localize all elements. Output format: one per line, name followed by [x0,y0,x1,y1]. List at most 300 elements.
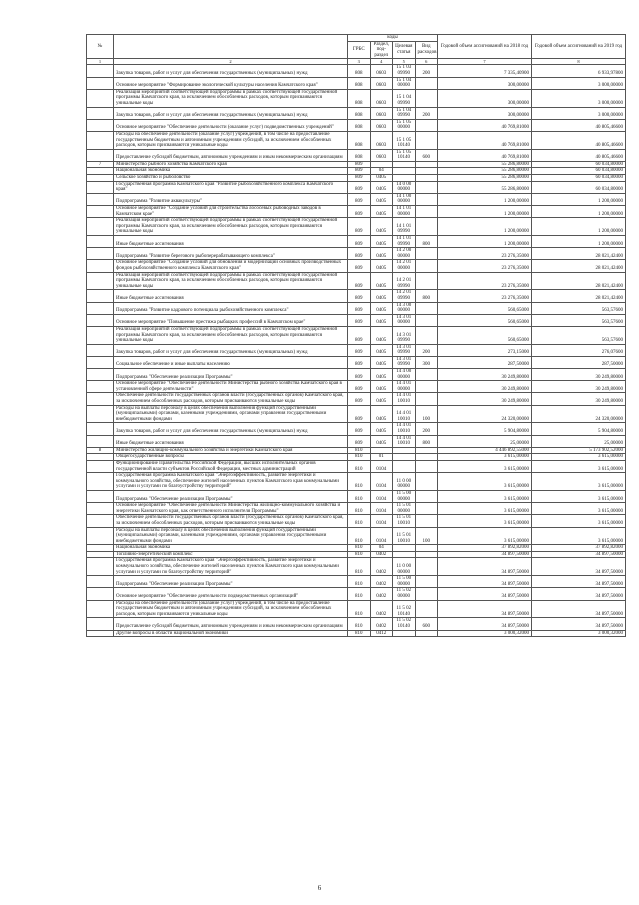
row-value-2019: 40 805,46600 [532,131,626,149]
row-number [87,423,114,435]
header-row-top [87,35,626,42]
row-vid [415,193,438,205]
row-name: Закупка товаров, работ и услуг для обеспечения государственных (муниципальных) нужд [114,107,348,119]
row-vid [415,89,438,107]
row-value-2018: 300,00000 [438,89,532,107]
row-name: Подпрограмма "Обеспечение реализации Программы" [114,490,348,502]
row-celevaya [393,168,416,175]
row-name: Основное мероприятие "Обеспечение деятельности (оказание услуг) подведомственных учреждений" [114,119,348,131]
row-celevaya: 14 1 01 00000 [393,206,416,218]
row-value-2018: 37 892,82000 [438,545,532,552]
row-vid [415,447,438,454]
row-name: Реализация мероприятий соответствующей подпрограммы в рамках соответствующей государственной программы Камчатского края, за исключением обособленных расходов, которым присваиваются уникальные коды [114,218,348,236]
row-celevaya: 15 1 04 00000 [393,77,416,89]
row-value-2018: 23 276,35000 [438,260,532,272]
row-value-2018: 30 249,80000 [438,369,532,381]
row-value-2019: 34 897,50000 [532,551,626,558]
row-number [87,168,114,175]
row-name: Основное мероприятие "Создание условий для обновления и модернизации основных производственных фондов рыбохозяйственного комплекса Камчатского края" [114,260,348,272]
row-number [87,344,114,356]
row-vid [415,600,438,618]
row-grbs: 809 [348,423,371,435]
row-grbs: 810 [348,618,371,630]
row-vid [415,181,438,193]
row-value-2019: 1 200,00000 [532,218,626,236]
row-number [87,435,114,447]
row-value-2019: 34 897,50000 [532,588,626,600]
row-number: 7 [87,161,114,168]
row-value-2019: 5 173 902,52000 [532,447,626,454]
row-celevaya: 11 5 02 00000 [393,588,416,600]
row-value-2019: 30 249,80000 [532,393,626,405]
row-number [87,551,114,558]
row-name: Иные бюджетные ассигнования [114,290,348,302]
row-value-2019: 3 615,00000 [532,503,626,515]
table-row [87,423,626,435]
row-number [87,77,114,89]
row-number [87,314,114,326]
row-name: Расходы на обеспечение деятельности (оказание услуг) учреждений, в том числе на предоставление государственным бюджетным и автономным учреждениям субсидий, за исключением обособленных расходов, которым присваиваются уникальные коды [114,600,348,618]
row-grbs: 810 [348,576,371,588]
row-celevaya: 14 1 01 09990 [393,236,416,248]
row-value-2019: 3 615,00000 [532,490,626,502]
row-razdel: 0603 [370,89,393,107]
row-number [87,393,114,405]
row-name: Расходы на выплаты персоналу в целях обеспечения выполнения функций государственными (муниципальными) органами, казенными учреждениями, органами управления государственными внебюджетными фондами [114,405,348,423]
row-name: Государственная программа Камчатского края "Энергоэффективность, развитие энергетики и коммунального хозяйства, обеспечение жителей населенных пунктов Камчатского края коммунальными услугами и услугами по благоустройству территорий" [114,558,348,576]
row-vid [415,503,438,515]
header-razdel: Раздел, под-раздел [370,41,393,59]
row-value-2019: 276,07600 [532,344,626,356]
row-value-2018: 34 897,50000 [438,588,532,600]
table-row [87,435,626,447]
row-vid [415,545,438,552]
row-grbs: 809 [348,193,371,205]
row-name: Национальная экономика [114,545,348,552]
row-razdel: 0104 [370,515,393,527]
row-name: Подпрограмма "Обеспечение реализации Программы" [114,369,348,381]
row-razdel [370,447,393,454]
table-row [87,405,626,423]
row-razdel: 0405 [370,175,393,182]
row-number [87,454,114,461]
row-name: Основное мероприятие "Обеспечение деятельности Министерства жилищно-коммунального хозяйства и энергетики Камчатского края, как ответственного исполнителя Программы" [114,503,348,515]
row-razdel: 0405 [370,381,393,393]
row-vid [415,168,438,175]
row-grbs: 809 [348,168,371,175]
table-row [87,290,626,302]
row-razdel: 0603 [370,149,393,161]
row-number [87,302,114,314]
row-celevaya: 14 3 01 09990 [393,344,416,356]
row-vid [415,119,438,131]
row-grbs: 808 [348,119,371,131]
row-number [87,369,114,381]
row-vid: 600 [415,149,438,161]
table-row [87,161,626,168]
row-grbs: 809 [348,405,371,423]
table-row [87,600,626,618]
row-value-2018: 3 615,00000 [438,527,532,545]
row-number [87,89,114,107]
row-razdel: 0104 [370,490,393,502]
row-grbs: 809 [348,272,371,290]
row-value-2019: 5 904,80000 [532,423,626,435]
row-value-2019: 3 000,32000 [532,630,626,637]
table-row [87,314,626,326]
row-value-2018: 23 276,35000 [438,272,532,290]
row-number [87,131,114,149]
row-value-2018: 3 615,00000 [438,473,532,491]
row-celevaya: 14 4 00 00000 [393,369,416,381]
table-row [87,369,626,381]
row-celevaya [393,545,416,552]
row-number [87,119,114,131]
row-celevaya: 14 2 01 09990 [393,272,416,290]
row-value-2019: 3 615,00000 [532,527,626,545]
row-razdel: 0603 [370,107,393,119]
row-value-2019: 34 897,50000 [532,576,626,588]
row-name: Предоставление субсидий бюджетным, автономным учреждениям и иным некоммерческим организациям [114,618,348,630]
row-celevaya: 15 1 05 00000 [393,119,416,131]
table-row [87,344,626,356]
header-celevaya: Целевая статья [393,41,416,59]
header-no: № [87,35,114,59]
row-razdel: 01 [370,454,393,461]
row-value-2018: 55 286,80000 [438,168,532,175]
row-celevaya: 14 4 01 10010 [393,423,416,435]
row-value-2018: 24 320,00000 [438,405,532,423]
table-row [87,454,626,461]
row-number [87,218,114,236]
row-grbs: 810 [348,515,371,527]
row-number [87,527,114,545]
row-vid [415,369,438,381]
row-value-2019: 1 200,00000 [532,193,626,205]
row-vid [415,248,438,260]
row-value-2019: 3 000,00000 [532,77,626,89]
row-value-2018: 3 615,00000 [438,515,532,527]
row-vid: 800 [415,236,438,248]
row-name: Закупка товаров, работ и услуг для обеспечения государственных (муниципальных) нужд [114,344,348,356]
row-vid [415,272,438,290]
row-name: Основное мероприятие "Формирование экологической культуры населения Камчатского края" [114,77,348,89]
row-number [87,107,114,119]
row-grbs: 809 [348,206,371,218]
table-row [87,77,626,89]
row-value-2018: 1 200,00000 [438,236,532,248]
row-vid [415,393,438,405]
row-value-2018: 40 769,81000 [438,149,532,161]
row-celevaya [393,460,416,472]
row-grbs: 810 [348,503,371,515]
row-grbs: 809 [348,161,371,168]
table-row [87,248,626,260]
row-name: Сельское хозяйство и рыболовство [114,175,348,182]
row-value-2018: 273,15000 [438,344,532,356]
row-grbs: 809 [348,356,371,368]
row-celevaya: 14 4 01 10010 [393,435,416,447]
row-razdel: 0603 [370,77,393,89]
row-number [87,193,114,205]
row-vid [415,515,438,527]
row-razdel: 0405 [370,193,393,205]
table-row [87,503,626,515]
row-razdel: 0405 [370,248,393,260]
row-celevaya: 14 2 01 00000 [393,260,416,272]
row-name: Предоставление субсидий бюджетным, автономным учреждениям и иным некоммерческим организациям [114,149,348,161]
row-grbs: 810 [348,558,371,576]
row-grbs: 809 [348,381,371,393]
row-grbs: 809 [348,314,371,326]
row-celevaya: 14 2 00 00000 [393,248,416,260]
row-razdel: 04 [370,545,393,552]
row-celevaya: 14 0 00 00000 [393,181,416,193]
row-number [87,272,114,290]
row-grbs: 810 [348,447,371,454]
row-celevaya: 15 1 04 09990 [393,107,416,119]
row-razdel: 0405 [370,314,393,326]
row-value-2018: 55 286,80000 [438,161,532,168]
row-value-2018: 7 335,40900 [438,65,532,77]
row-number [87,290,114,302]
row-razdel: 0405 [370,206,393,218]
row-name: Национальная экономика [114,168,348,175]
row-value-2019: 563,57600 [532,326,626,344]
table-row [87,558,626,576]
row-number [87,618,114,630]
table-row [87,272,626,290]
row-grbs: 809 [348,344,371,356]
row-value-2019: 60 034,80000 [532,161,626,168]
row-value-2018: 3 615,00000 [438,503,532,515]
row-value-2018: 55 286,80000 [438,181,532,193]
row-value-2018: 25,00000 [438,435,532,447]
row-number [87,175,114,182]
row-grbs: 810 [348,454,371,461]
row-razdel: 0402 [370,551,393,558]
column-number: 4 [370,59,393,65]
table-row [87,393,626,405]
table-row [87,168,626,175]
row-value-2018: 34 897,50000 [438,558,532,576]
row-number [87,545,114,552]
row-vid [415,314,438,326]
row-name: Основное мероприятие "Обеспечение деятельности Министерства рыбного хозяйства Камчатского края в установленной сфере деятельности" [114,381,348,393]
row-razdel: 0412 [370,630,393,637]
row-grbs: 808 [348,107,371,119]
row-number [87,490,114,502]
row-name: Реализация мероприятий соответствующей подпрограммы в рамках соответствующей государственной программы Камчатского края, за исключением обособленных расходов, которым присваиваются уникальные коды [114,272,348,290]
row-grbs: 809 [348,236,371,248]
row-vid [415,454,438,461]
row-grbs: 810 [348,551,371,558]
row-vid [415,161,438,168]
column-number: 2 [114,59,348,65]
row-grbs: 808 [348,65,371,77]
row-name: Министерство жилищно-коммунального хозяйства и энергетики Камчатского края [114,447,348,454]
row-value-2019: 3 000,00000 [532,89,626,107]
row-celevaya: 15 1 05 10140 [393,131,416,149]
row-value-2019: 37 892,82000 [532,545,626,552]
header-2019: Годовой объем ассигнований на 2019 год [532,35,626,59]
row-celevaya: 14 1 01 09990 [393,218,416,236]
row-vid: 300 [415,356,438,368]
row-celevaya [393,447,416,454]
row-value-2019: 3 615,00000 [532,460,626,472]
row-razdel: 0402 [370,618,393,630]
row-razdel: 0603 [370,65,393,77]
row-name: Государственная программа Камчатского края "Развитие рыбохозяйственного комплекса Камчатского края" [114,181,348,193]
row-value-2019: 3 615,00000 [532,454,626,461]
row-value-2018: 3 615,00000 [438,454,532,461]
row-value-2018: 4 446 892,55000 [438,447,532,454]
table-row [87,630,626,637]
row-razdel: 0405 [370,236,393,248]
row-value-2018: 55 286,80000 [438,175,532,182]
table-row [87,65,626,77]
row-value-2019: 30 249,80000 [532,369,626,381]
table-row [87,260,626,272]
row-vid: 200 [415,65,438,77]
row-value-2018: 34 897,50000 [438,576,532,588]
row-razdel: 0405 [370,326,393,344]
row-vid [415,218,438,236]
row-name: Реализация мероприятий соответствующей подпрограммы в рамках соответствующей государственной программы Камчатского края, за исключением обособленных расходов, которым присваиваются уникальные коды [114,326,348,344]
row-grbs: 809 [348,175,371,182]
row-name: Подпрограмма "Обеспечение реализации Программы" [114,576,348,588]
row-celevaya: 15 1 03 09990 [393,65,416,77]
table-row [87,326,626,344]
row-name: Расходы на выплаты персоналу в целях обеспечения выполнения функций государственными (муниципальными) органами, казенными учреждениями, органами управления государственными внебюджетными фондами [114,527,348,545]
row-celevaya: 11 5 00 00000 [393,576,416,588]
row-vid [415,460,438,472]
row-razdel: 0405 [370,218,393,236]
row-grbs: 809 [348,302,371,314]
row-value-2018: 34 897,50000 [438,551,532,558]
row-name: Подпрограмма "Развитие кадрового потенциала рыбохозяйственного комплекса" [114,302,348,314]
row-grbs: 809 [348,290,371,302]
row-grbs: 810 [348,473,371,491]
row-grbs: 809 [348,393,371,405]
row-razdel: 0402 [370,558,393,576]
column-number: 8 [532,59,626,65]
row-celevaya: 11 5 01 10010 [393,515,416,527]
row-grbs: 810 [348,600,371,618]
row-vid: 800 [415,435,438,447]
row-celevaya [393,175,416,182]
table-row [87,545,626,552]
table-row [87,193,626,205]
row-name: Социальное обеспечение и иные выплаты населению [114,356,348,368]
row-celevaya: 14 4 01 10010 [393,405,416,423]
row-razdel: 0402 [370,576,393,588]
row-name: Основное мероприятие "Создание условий для строительства лососевых рыбоводных заводов в Камчатском крае" [114,206,348,218]
row-grbs: 809 [348,326,371,344]
row-number [87,473,114,491]
row-name: Функционирование Правительства Российской Федерации, высших исполнительных органов государственной власти субъектов Российской Федерации, местных администраций [114,460,348,472]
row-grbs: 810 [348,490,371,502]
row-value-2019: 60 034,80000 [532,168,626,175]
row-value-2019: 25,00000 [532,435,626,447]
row-value-2018: 3 615,00000 [438,460,532,472]
row-name: Основное мероприятие "Повышение престижа рыбацких профессий в Камчатском крае" [114,314,348,326]
row-number: 8 [87,447,114,454]
row-value-2018: 30 249,80000 [438,393,532,405]
row-vid: 600 [415,618,438,630]
row-value-2019: 563,57600 [532,314,626,326]
row-number [87,515,114,527]
row-razdel: 0405 [370,260,393,272]
row-name: Подпрограмма "Развитие берегового рыбоперерабатывающего комплекса" [114,248,348,260]
row-value-2018: 40 769,81000 [438,131,532,149]
row-value-2019: 28 021,42400 [532,290,626,302]
row-number [87,206,114,218]
row-name: Закупка товаров, работ и услуг для обеспечения государственных (муниципальных) нужд [114,65,348,77]
row-value-2018: 23 276,35000 [438,248,532,260]
row-vid [415,326,438,344]
row-value-2018: 287,50000 [438,356,532,368]
table-row [87,175,626,182]
row-number [87,558,114,576]
row-grbs: 809 [348,369,371,381]
row-celevaya: 11 5 01 10010 [393,527,416,545]
row-value-2018: 1 200,00000 [438,193,532,205]
row-number [87,260,114,272]
column-number: 7 [438,59,532,65]
table-row [87,356,626,368]
row-value-2019: 60 034,80000 [532,181,626,193]
row-razdel: 0405 [370,181,393,193]
row-value-2019: 30 249,80000 [532,381,626,393]
header-vid: Вид расходов [415,41,438,59]
row-celevaya: 11 5 02 10140 [393,600,416,618]
row-grbs: 810 [348,545,371,552]
table-row [87,551,626,558]
row-number [87,181,114,193]
row-razdel: 0405 [370,356,393,368]
row-razdel: 0603 [370,131,393,149]
row-celevaya: 14 2 01 09990 [393,290,416,302]
row-name: Обеспечение деятельности государственных органов власти (государственных органов) Камчатского края, за исключением обособленных расходов, которым присваиваются уникальные коды [114,515,348,527]
row-grbs: 809 [348,181,371,193]
row-number [87,326,114,344]
row-value-2018: 300,00000 [438,107,532,119]
row-value-2019: 1 200,00000 [532,236,626,248]
row-vid [415,77,438,89]
row-razdel: 0104 [370,473,393,491]
row-celevaya [393,551,416,558]
row-vid [415,260,438,272]
row-value-2019: 34 897,50000 [532,600,626,618]
row-number [87,248,114,260]
row-value-2019: 60 034,80000 [532,175,626,182]
row-vid: 200 [415,344,438,356]
table-row [87,218,626,236]
table-row [87,618,626,630]
row-value-2018: 5 904,80000 [438,423,532,435]
row-grbs: 809 [348,218,371,236]
row-number [87,630,114,637]
row-number [87,65,114,77]
row-value-2018: 300,00000 [438,77,532,89]
row-name: Расходы на обеспечение деятельности (оказание услуг) учреждений, в том числе на предоставление государственным бюджетным и автономным учреждениям субсидий, за исключением обособленных расходов, которым присваиваются уникальные коды [114,131,348,149]
row-vid: 100 [415,527,438,545]
row-value-2018: 3 615,00000 [438,490,532,502]
row-vid [415,131,438,149]
row-number [87,356,114,368]
row-number [87,600,114,618]
